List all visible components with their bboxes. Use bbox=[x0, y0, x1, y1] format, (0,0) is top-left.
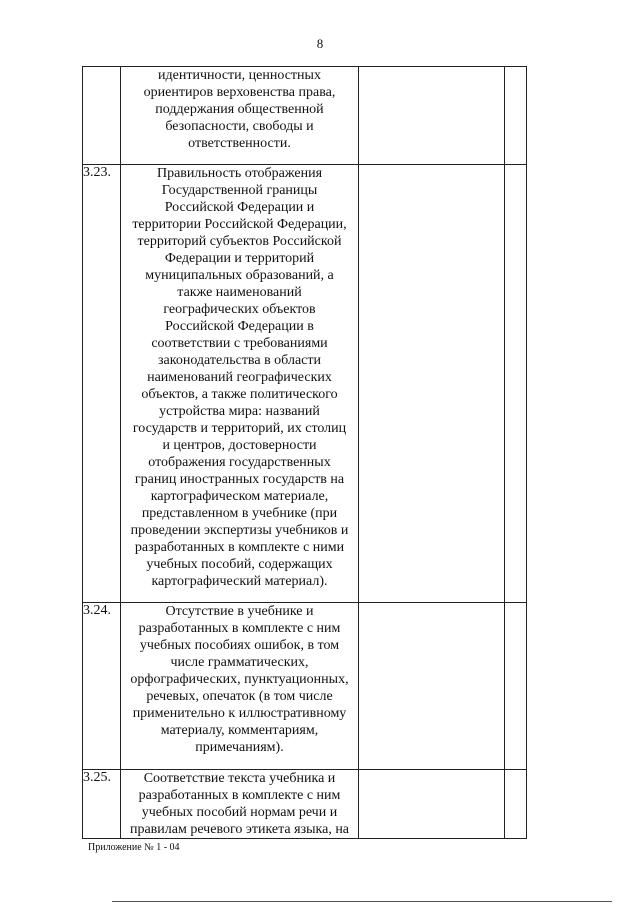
text-line: отображения государственных bbox=[148, 455, 331, 470]
table-row bbox=[83, 603, 527, 770]
text-line: ориентиров верховенства права, bbox=[143, 85, 336, 100]
text-line: разработанных в комплекте с ним bbox=[138, 621, 341, 636]
text-line: учебных пособий, содержащих bbox=[146, 557, 333, 572]
row-text bbox=[121, 770, 359, 839]
empty-cell bbox=[359, 603, 505, 770]
text-line: наименований географических bbox=[147, 370, 332, 385]
row-text bbox=[121, 165, 359, 603]
empty-cell bbox=[505, 770, 527, 839]
empty-cell bbox=[505, 165, 527, 603]
table-row bbox=[83, 67, 527, 165]
text-line: разработанных в комплекте с ними bbox=[134, 540, 345, 555]
text-line: учебных пособий нормам речи и bbox=[141, 805, 338, 820]
text-line: представленном в учебнике (при bbox=[141, 506, 338, 521]
text-line: Соответствие текста учебника и bbox=[143, 771, 336, 786]
table-row bbox=[83, 165, 527, 603]
page-number: 8 bbox=[316, 36, 324, 51]
row-text bbox=[121, 67, 359, 165]
row-text bbox=[121, 603, 359, 770]
text-line: числе грамматических, bbox=[170, 655, 309, 670]
row-number: 3.24. bbox=[83, 603, 121, 770]
text-line: объектов, а также политического bbox=[141, 387, 338, 402]
text-line: поддержания общественной bbox=[155, 102, 324, 117]
text-line: безопасности, свободы и bbox=[165, 119, 314, 134]
text-line: Правильность отображения bbox=[156, 166, 323, 181]
text-line: картографическом материале, bbox=[150, 489, 329, 504]
table-row bbox=[83, 770, 527, 839]
footer-appendix-label: Приложение № 1 - 04 bbox=[88, 842, 180, 853]
text-line: материалу, комментариям, bbox=[160, 723, 319, 738]
text-line: муниципальных образований, а bbox=[145, 268, 334, 283]
text-line: территории Российской Федерации, bbox=[132, 217, 347, 232]
text-line: разработанных в комплекте с ним bbox=[138, 788, 341, 803]
empty-cell bbox=[359, 165, 505, 603]
bottom-divider bbox=[112, 901, 612, 902]
text-line: соответствии с требованиями bbox=[151, 336, 328, 351]
text-line: Российской Федерации в bbox=[165, 319, 314, 334]
text-line: речевых, опечаток (в том числе bbox=[146, 689, 333, 704]
text-line: орфографических, пунктуационных, bbox=[130, 672, 349, 687]
text-line: применительно к иллюстративному bbox=[132, 706, 347, 721]
text-line: ответственности. bbox=[188, 136, 291, 151]
text-line: картографический материал). bbox=[151, 574, 328, 589]
empty-cell bbox=[359, 67, 505, 165]
text-line: правилам речевого этикета языка, на bbox=[129, 822, 350, 837]
text-line: законодательства в области bbox=[158, 353, 321, 368]
row-number bbox=[83, 67, 121, 165]
text-line: территорий субъектов Российской bbox=[137, 234, 342, 249]
text-line: Государственной границы bbox=[161, 183, 318, 198]
text-line: учебных пособиях ошибок, в том bbox=[139, 638, 340, 653]
text-line: Федерации и территорий bbox=[164, 251, 315, 266]
text-line: также наименований bbox=[177, 285, 302, 300]
text-line: Российской Федерации и bbox=[164, 200, 315, 215]
text-line: примечаниям). bbox=[195, 740, 284, 755]
text-line: границ иностранных государств на bbox=[134, 472, 345, 487]
empty-cell bbox=[359, 770, 505, 839]
criteria-table bbox=[82, 66, 527, 839]
text-line: и центров, достоверности bbox=[162, 438, 317, 453]
text-line: Отсутствие в учебнике и bbox=[165, 604, 314, 619]
empty-cell bbox=[505, 603, 527, 770]
text-line: государств и территорий, их столиц bbox=[132, 421, 347, 436]
row-number: 3.23. bbox=[83, 165, 121, 603]
text-line: идентичности, ценностных bbox=[158, 68, 321, 83]
text-line: проведении экспертизы учебников и bbox=[130, 523, 349, 538]
text-line: устройства мира: названий bbox=[159, 404, 320, 419]
empty-cell bbox=[505, 67, 527, 165]
text-line: географических объектов bbox=[163, 302, 316, 317]
row-number: 3.25. bbox=[83, 770, 121, 839]
